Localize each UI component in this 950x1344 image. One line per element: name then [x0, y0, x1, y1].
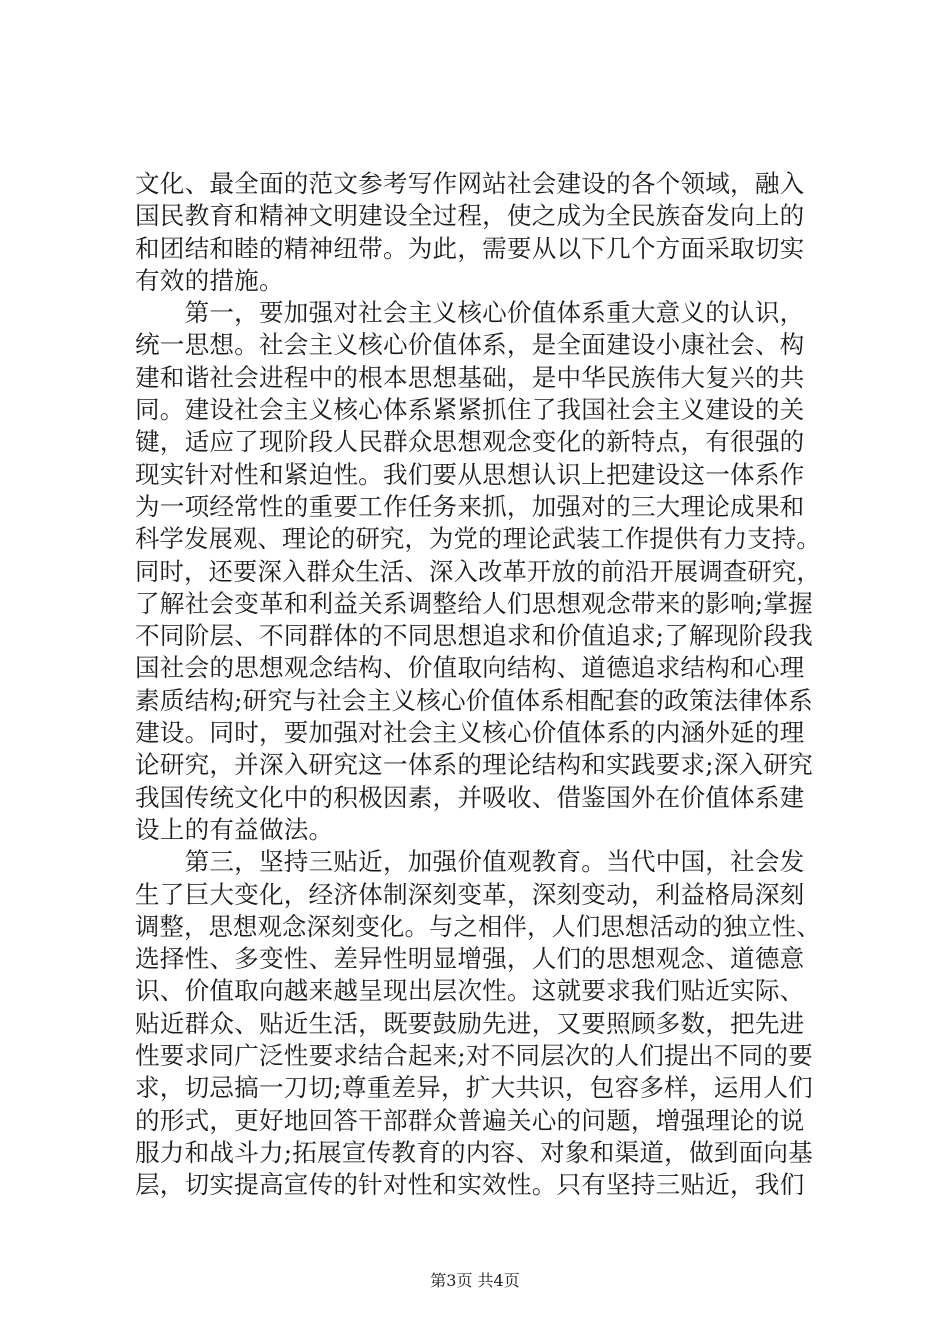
text-line: 现实针对性和紧迫性。我们要从思想认识上把建设这一体系作: [135, 459, 805, 489]
text-line: 有效的措施。: [135, 265, 284, 295]
text-line: 的形式，更好地回答干部群众普遍关心的问题，增强理论的说: [135, 1105, 805, 1135]
text-line: 选择性、多变性、差异性明显增强，人们的思想观念、道德意: [135, 944, 805, 974]
text-line: 统一思想。社会主义核心价值体系，是全面建设小康社会、构: [135, 330, 805, 360]
text-line: 调整，思想观念深刻变化。与之相伴，人们思想活动的独立性、: [135, 911, 821, 941]
text-line: 国社会的思想观念结构、价值取向结构、道德追求结构和心理: [135, 653, 805, 683]
text-line: 第三，坚持三贴近，加强价值观教育。当代中国，社会发: [135, 847, 805, 877]
text-line: 设上的有益做法。: [135, 814, 334, 844]
text-line: 为一项经常性的重要工作任务来抓，加强对的三大理论成果和: [135, 491, 805, 521]
text-line: 不同阶层、不同群体的不同思想追求和价值追求;了解现阶段我: [135, 621, 813, 651]
text-line: 识、价值取向越来越呈现出层次性。这就要求我们贴近实际、: [135, 976, 805, 1006]
text-line: 和团结和睦的精神纽带。为此，需要从以下几个方面采取切实: [135, 233, 805, 263]
text-line: 文化、最全面的范文参考写作网站社会建设的各个领域，融入: [135, 169, 805, 198]
text-line: 贴近群众、贴近生活，既要鼓励先进，又要照顾多数，把先进: [135, 1008, 805, 1038]
text-line: 我国传统文化中的积极因素，并吸收、借鉴国外在价值体系建: [135, 782, 805, 812]
body-text: [135, 168, 821, 1202]
text-line: 同时，还要深入群众生活、深入改革开放的前沿开展调查研究，: [135, 556, 821, 586]
text-line: 生了巨大变化，经济体制深刻变革，深刻变动，利益格局深刻: [135, 879, 805, 909]
text-line: 了解社会变革和利益关系调整给人们思想观念带来的影响;掌握: [135, 588, 813, 618]
text-line: 服力和战斗力;拓展宣传教育的内容、对象和渠道，做到面向基: [135, 1137, 813, 1167]
text-line: 国民教育和精神文明建设全过程，使之成为全民族奋发向上的: [135, 201, 805, 231]
text-line: 同。建设社会主义核心体系紧紧抓住了我国社会主义建设的关: [135, 395, 805, 425]
text-line: 键，适应了现阶段人民群众思想观念变化的新特点，有很强的: [135, 427, 805, 457]
page-number-footer: 第3页 共4页: [430, 1271, 520, 1290]
text-line: 论研究，并深入研究这一体系的理论结构和实践要求;深入研究: [135, 750, 813, 780]
text-line: 求，切忌搞一刀切;尊重差异，扩大共识，包容多样，运用人们: [135, 1073, 813, 1103]
text-line: 第一，要加强对社会主义核心价值体系重大意义的认识，: [135, 298, 805, 328]
text-line: 科学发展观、理论的研究，为党的理论武装工作提供有力支持。: [135, 524, 821, 554]
text-line: 建和谐社会进程中的根本思想基础，是中华民族伟大复兴的共: [135, 362, 805, 392]
text-line: 素质结构;研究与社会主义核心价值体系相配套的政策法律体系: [135, 685, 813, 715]
text-line: 建设。同时，要加强对社会主义核心价值体系的内涵外延的理: [135, 718, 805, 748]
text-line: 性要求同广泛性要求结合起来;对不同层次的人们提出不同的要: [135, 1041, 813, 1071]
text-line: 层，切实提高宣传的针对性和实效性。只有坚持三贴近，我们: [135, 1170, 805, 1200]
